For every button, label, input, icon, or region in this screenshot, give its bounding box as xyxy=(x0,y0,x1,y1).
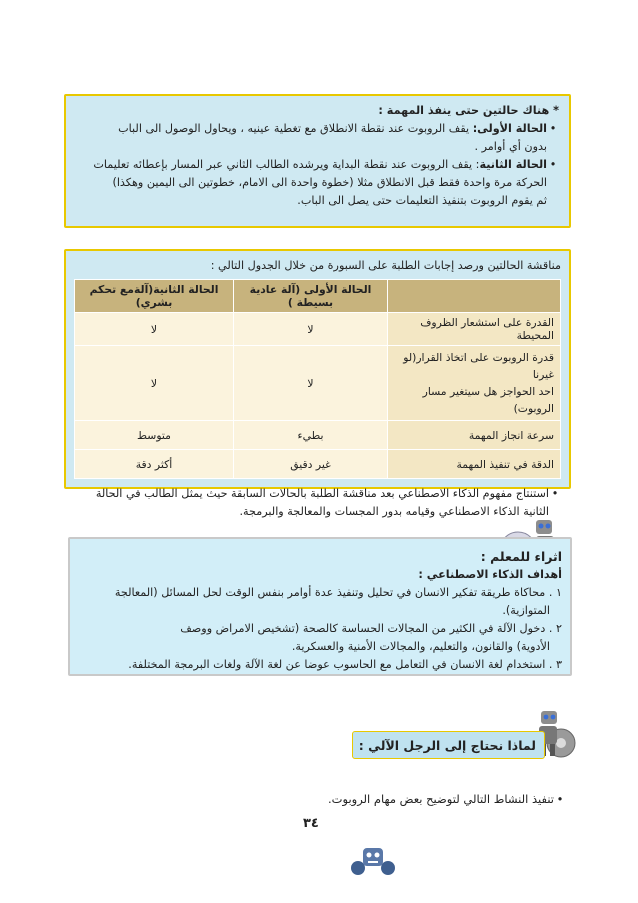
row-label-line: احد الحواجز هل سيتغير مسار الروبوت) xyxy=(422,385,554,415)
row-label xyxy=(388,346,561,421)
case2-line3: ثم يقوم الروبوت بتنفيذ التعليمات حتى يصل الى الباب. xyxy=(297,194,547,207)
row-label: سرعة انجاز المهمة xyxy=(388,421,561,450)
goal-item-1: ١ . محاكاة طريقة تفكير الانسان في تحليل وتنفيذ عدة أوامر بنفس الوقت لحل المسائل (المعالجة xyxy=(114,586,562,599)
row-value: بطيء xyxy=(234,421,388,450)
case1-text: يقف الروبوت عند نقطة الانطلاق مع تغطية عينيه ، ويحاول الوصول الى الباب xyxy=(118,122,473,135)
discussion-intro: مناقشة الحالتين ورصد إجابات الطلبة على السبورة من خلال الجدول التالي : xyxy=(210,259,561,272)
row-value: لا xyxy=(234,313,388,346)
conclusion-text: استنتاج مفهوم الذكاء الاصطناعي بعد مناقشة الطلبة بالحالات السابقة حيث يمثل الطالب في الحالة xyxy=(95,487,549,500)
bullet-icon: • xyxy=(549,122,557,135)
row-label: الدقة في تنفيذ المهمة xyxy=(388,450,561,479)
case1-line2: بدون أي أوامر . xyxy=(474,140,547,153)
enrichment-title: اثراء للمعلم : xyxy=(480,549,562,564)
goal-item-3: ٣ . استخدام لغة الانسان في التعامل مع الحاسوب عوضا عن لغة الآلة ولغات البرمجة المختلفة. xyxy=(128,658,562,671)
bullet-icon: • xyxy=(549,158,557,171)
case2-label: الحالة الثانية xyxy=(479,158,547,171)
cases-box xyxy=(64,94,571,228)
bullet-icon: • xyxy=(551,487,559,500)
case2-text: : يقف الروبوت عند نقطة البداية ويرشده الطالب الثاني عبر المسار بإعطائه تعليمات xyxy=(93,158,480,171)
small-robot-icon xyxy=(348,842,398,878)
table-header-cell: الحالة الأولى (آلة عادية بسيطة ) xyxy=(234,280,388,313)
case1-line1 xyxy=(76,120,559,138)
goal-item-1-cont: المتوازية). xyxy=(502,604,550,617)
cases-heading: * هناك حالتين حتى ينفذ المهمة : xyxy=(378,104,559,117)
table-header-cell xyxy=(388,280,561,313)
conclusion-line1 xyxy=(74,485,561,503)
row-value: غير دقيق xyxy=(234,450,388,479)
case2-line2: الحركة مرة واحدة فقط قبل الانطلاق مثلا (خطوة واحدة الى الامام، خطوتين الى اليمين وهكذا) xyxy=(112,176,547,189)
case1-label: الحالة الأولى: xyxy=(472,122,547,135)
table-row xyxy=(75,346,561,421)
table-row xyxy=(75,421,561,450)
table-header-row xyxy=(75,280,561,313)
table-row xyxy=(75,313,561,346)
enrichment-subtitle: أهداف الذكاء الاصطناعي : xyxy=(418,568,562,581)
activity-text: تنفيذ النشاط التالي لتوضيح بعض مهام الروبوت. xyxy=(328,792,554,806)
goal-item-2: ٢ . دخول الآلة في الكثير من المجالات الحساسة كالصحة (تشخيص الامراض ووصف xyxy=(180,622,562,635)
table-header-cell: الحالة الثانية(آلةمع تحكم بشري) xyxy=(75,280,234,313)
table-row xyxy=(75,450,561,479)
comparison-table xyxy=(74,279,561,479)
bullet-icon: • xyxy=(556,792,564,806)
case2-line1 xyxy=(76,156,559,174)
teacher-enrichment-box xyxy=(68,537,572,676)
row-label-line: قدرة الروبوت على اتخاذ القرار(لو غيرنا xyxy=(403,351,554,381)
row-value: أكثر دقة xyxy=(75,450,234,479)
row-value: لا xyxy=(234,346,388,421)
discussion-box xyxy=(64,249,571,518)
page-number: ٣٤ xyxy=(303,816,319,831)
row-value: لا xyxy=(75,346,234,421)
activity-line xyxy=(328,792,566,806)
row-value: لا xyxy=(75,313,234,346)
section-tag: لماذا نحتاج إلى الرجل الآلي : xyxy=(352,731,545,759)
row-value: متوسط xyxy=(75,421,234,450)
conclusion-line2: الثانية الذكاء الاصطناعي وقيامه بدور المجسات والمعالجة والبرمجة. xyxy=(239,505,549,518)
row-label: القدرة على استشعار الظروف المحيطة xyxy=(388,313,561,346)
goal-item-2-cont: الأدوية) والقانون، والتعليم، والمجالات الأمنية والعسكرية. xyxy=(291,640,550,653)
